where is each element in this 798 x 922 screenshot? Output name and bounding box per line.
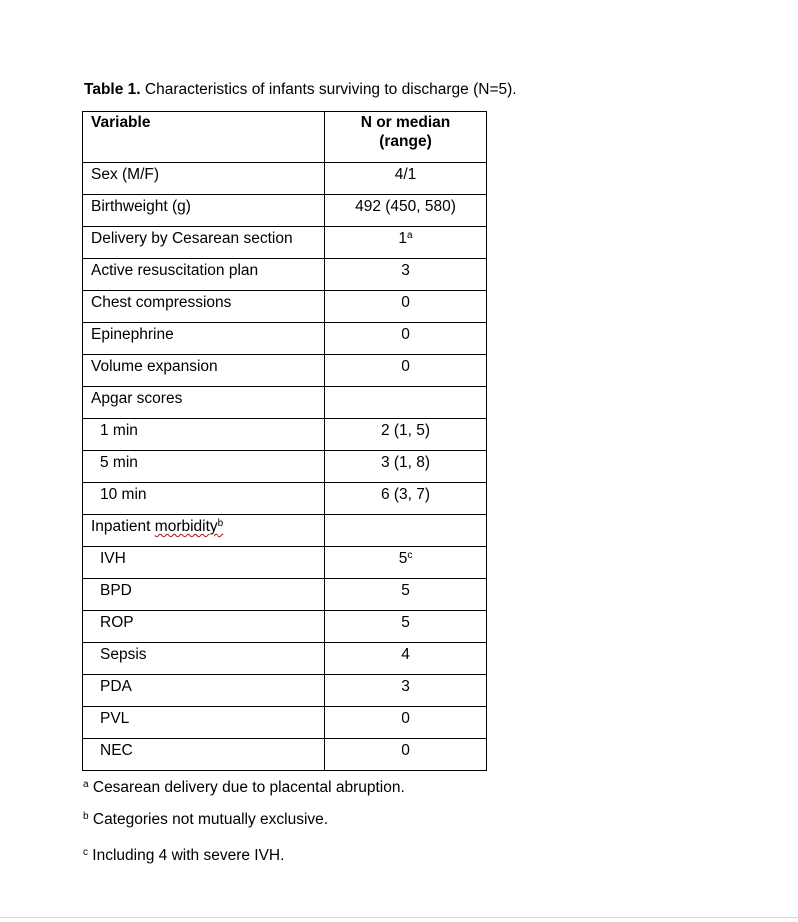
row-value: 4/1 [325, 163, 487, 195]
table-row [83, 483, 487, 515]
row-value-text: 1 [398, 230, 408, 247]
row-label: Apgar scores [83, 387, 325, 419]
row-value-text: 5 [398, 550, 408, 567]
table-row [83, 579, 487, 611]
row-value [325, 227, 487, 259]
row-value: 0 [325, 291, 487, 323]
row-label: 1 min [100, 422, 138, 439]
row-label: Delivery by Cesarean section [83, 227, 325, 259]
table-caption-text: Characteristics of infants surviving to discharge (N=5). [140, 81, 517, 98]
row-value: 0 [325, 707, 487, 739]
row-value: 3 [325, 259, 487, 291]
row-label: ROP [100, 614, 134, 631]
footnote-mark-c: c [407, 550, 413, 561]
table-row [83, 195, 487, 227]
row-label: Birthweight (g) [83, 195, 325, 227]
spellcheck-word[interactable] [155, 518, 223, 535]
row-value: 6 (3, 7) [325, 483, 487, 515]
row-label: 10 min [100, 486, 147, 503]
row-label-cell [83, 739, 325, 771]
table-row [83, 419, 487, 451]
header-value-line2: (range) [379, 133, 432, 150]
row-label-cell [83, 579, 325, 611]
characteristics-table [82, 111, 487, 771]
row-label-cell [83, 419, 325, 451]
table-row [83, 163, 487, 195]
row-value [325, 547, 487, 579]
table-caption [84, 81, 517, 99]
row-value [325, 387, 487, 419]
table-row-section-apgar [83, 387, 487, 419]
table-row [83, 707, 487, 739]
row-label-cell [83, 611, 325, 643]
row-label: Sex (M/F) [83, 163, 325, 195]
row-value: 5 [325, 611, 487, 643]
row-label: Volume expansion [83, 355, 325, 387]
table-row [83, 643, 487, 675]
footnote-b-mark: b [83, 811, 89, 822]
row-label: Chest compressions [83, 291, 325, 323]
row-value: 492 (450, 580) [325, 195, 487, 227]
table-header-row [83, 112, 487, 163]
footnote-b [83, 811, 328, 829]
table-row [83, 323, 487, 355]
row-label-word: morbidity [154, 518, 218, 535]
row-value: 3 [325, 675, 487, 707]
row-value: 2 (1, 5) [325, 419, 487, 451]
row-label-cell [83, 483, 325, 515]
row-value: 0 [325, 739, 487, 771]
table-row [83, 547, 487, 579]
row-value: 4 [325, 643, 487, 675]
table-row [83, 355, 487, 387]
row-value: 0 [325, 323, 487, 355]
table-row [83, 227, 487, 259]
table-row [83, 675, 487, 707]
table-row-section-morbidity [83, 515, 487, 547]
row-label: Epinephrine [83, 323, 325, 355]
row-label: Inpatient [91, 518, 155, 535]
table-row [83, 611, 487, 643]
page-bottom-edge [0, 917, 798, 918]
footnote-a-mark: a [83, 779, 89, 790]
row-label-cell [83, 707, 325, 739]
row-label: NEC [100, 742, 133, 759]
row-label-cell [83, 451, 325, 483]
row-label: Active resuscitation plan [83, 259, 325, 291]
row-label-cell [83, 547, 325, 579]
row-label: IVH [100, 550, 126, 567]
table-row [83, 259, 487, 291]
row-label: PDA [100, 678, 132, 695]
row-value: 3 (1, 8) [325, 451, 487, 483]
row-label: BPD [100, 582, 132, 599]
footnote-c-text: Including 4 with severe IVH. [88, 847, 285, 864]
header-value [325, 112, 487, 163]
footnote-c [83, 847, 284, 865]
row-value: 0 [325, 355, 487, 387]
row-label-cell [83, 675, 325, 707]
table-row [83, 451, 487, 483]
footnote-a-text: Cesarean delivery due to placental abruption. [88, 779, 405, 796]
row-value: 5 [325, 579, 487, 611]
table-caption-label: Table 1. [84, 81, 141, 98]
footnote-b-text: Categories not mutually exclusive. [88, 811, 329, 828]
footnote-mark-a: a [407, 230, 413, 241]
row-value [325, 515, 487, 547]
table-row [83, 291, 487, 323]
row-label: 5 min [100, 454, 138, 471]
row-label: Sepsis [100, 646, 147, 663]
footnote-mark-b: b [217, 518, 224, 529]
table-row [83, 739, 487, 771]
row-label: PVL [100, 710, 130, 727]
footnote-a [83, 779, 405, 797]
row-label-cell [83, 643, 325, 675]
header-variable: Variable [83, 112, 325, 163]
header-value-line1: N or median [360, 114, 451, 131]
footnote-c-mark: c [83, 847, 88, 858]
row-label-cell [83, 515, 325, 547]
